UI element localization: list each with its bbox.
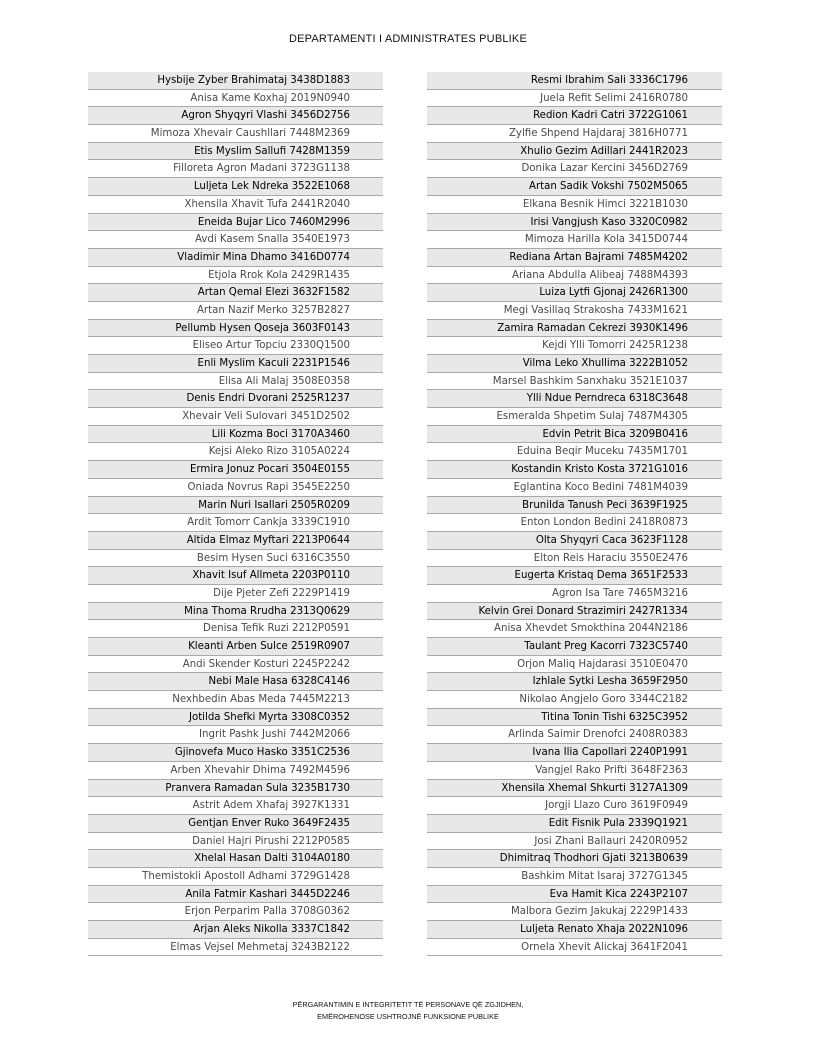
name-row: Altida Elmaz Myftari 2213P0644 [88, 532, 383, 550]
name-row: Etis Myslim Sallufi 7428M1359 [88, 143, 383, 161]
name-row: Anisa Xhevdet Smokthina 2044N2186 [427, 620, 722, 638]
name-row: Denis Endri Dvorani 2525R1237 [88, 390, 383, 408]
name-row: Esmeralda Shpetim Sulaj 7487M4305 [427, 408, 722, 426]
name-row: Elisa Ali Malaj 3508E0358 [88, 373, 383, 391]
name-row: Ornela Xhevit Alickaj 3641F2041 [427, 939, 722, 957]
name-row: Kejdi Ylli Tomorri 2425R1238 [427, 337, 722, 355]
name-row: Elton Reis Haraciu 3550E2476 [427, 550, 722, 568]
name-row: Dhimitraq Thodhori Gjati 3213B0639 [427, 850, 722, 868]
name-row: Ivana Ilia Capollari 2240P1991 [427, 744, 722, 762]
name-row: Irisi Vangjush Kaso 3320C0982 [427, 214, 722, 232]
name-row: Mimoza Xhevair Caushllari 7448M2369 [88, 125, 383, 143]
name-row: Avdi Kasem Snalla 3540E1973 [88, 231, 383, 249]
name-row: Enli Myslim Kaculi 2231P1546 [88, 355, 383, 373]
name-row: Hysbije Zyber Brahimataj 3438D1883 [88, 72, 383, 90]
name-row: Kleanti Arben Sulce 2519R0907 [88, 638, 383, 656]
name-row: Arjan Aleks Nikolla 3337C1842 [88, 921, 383, 939]
name-row: Daniel Hajri Pirushi 2212P0585 [88, 833, 383, 851]
name-row: Elmas Vejsel Mehmetaj 3243B2122 [88, 939, 383, 957]
name-row: Themistokli Apostoll Adhami 3729G1428 [88, 868, 383, 886]
name-row: Mimoza Harilla Kola 3415D0744 [427, 231, 722, 249]
name-row: Besim Hysen Suci 6316C3550 [88, 550, 383, 568]
name-row: Kostandin Kristo Kosta 3721G1016 [427, 461, 722, 479]
document-title: DEPARTAMENTI I ADMINISTRATES PUBLIKE [288, 33, 528, 45]
name-row: Olta Shyqyri Caca 3623F1128 [427, 532, 722, 550]
name-row: Erjon Perparim Palla 3708G0362 [88, 903, 383, 921]
footer-line-1: PËRGARANTIMIN E INTEGRITETIT TË PERSONAVE QË ZGJIDHEN, [292, 1000, 524, 1009]
name-row: Vladimir Mina Dhamo 3416D0774 [88, 249, 383, 267]
name-row: Ylli Ndue Perndreca 6318C3648 [427, 390, 722, 408]
name-row: Resmi Ibrahim Sali 3336C1796 [427, 72, 722, 90]
name-row: Eugerta Kristaq Dema 3651F2533 [427, 567, 722, 585]
name-row: Juela Refit Selimi 2416R0780 [427, 90, 722, 108]
name-row: Xhevair Veli Sulovari 3451D2502 [88, 408, 383, 426]
name-row: Anisa Kame Koxhaj 2019N0940 [88, 90, 383, 108]
name-row: Agron Isa Tare 7465M3216 [427, 585, 722, 603]
name-row: Vilma Leko Xhullima 3222B1052 [427, 355, 722, 373]
name-row: Marin Nuri Isallari 2505R0209 [88, 497, 383, 515]
name-row: Pellumb Hysen Qoseja 3603F0143 [88, 320, 383, 338]
name-row: Eneida Bujar Lico 7460M2996 [88, 214, 383, 232]
name-row: Artan Sadik Vokshi 7502M5065 [427, 178, 722, 196]
name-row: Eva Hamit Kica 2243P2107 [427, 886, 722, 904]
footer [0, 999, 816, 1023]
name-row: Donika Lazar Kercini 3456D2769 [427, 160, 722, 178]
name-row: Luljeta Lek Ndreka 3522E1068 [88, 178, 383, 196]
name-row: Xhensila Xhemal Shkurti 3127A1309 [427, 780, 722, 798]
name-row: Zylfie Shpend Hajdaraj 3816H0771 [427, 125, 722, 143]
name-row: Luiza Lytfi Gjonaj 2426R1300 [427, 284, 722, 302]
name-row: Filloreta Agron Madani 3723G1138 [88, 160, 383, 178]
name-row: Andi Skender Kosturi 2245P2242 [88, 656, 383, 674]
name-row: Redion Kadri Catri 3722G1061 [427, 107, 722, 125]
name-row: Dije Pjeter Zefi 2229P1419 [88, 585, 383, 603]
name-row: Arlinda Saimir Drenofci 2408R0383 [427, 726, 722, 744]
name-row: Brunilda Tanush Peci 3639F1925 [427, 497, 722, 515]
name-row: Kejsi Aleko Rizo 3105A0224 [88, 443, 383, 461]
name-row: Eliseo Artur Topciu 2330Q1500 [88, 337, 383, 355]
name-row: Agron Shyqyri Vlashi 3456D2756 [88, 107, 383, 125]
name-row: Artan Qemal Elezi 3632F1582 [88, 284, 383, 302]
name-row: Eduina Beqir Muceku 7435M1701 [427, 443, 722, 461]
name-row: Mina Thoma Rrudha 2313Q0629 [88, 603, 383, 621]
name-row: Bashkim Mitat Isaraj 3727G1345 [427, 868, 722, 886]
name-row: Xhulio Gezim Adillari 2441R2023 [427, 143, 722, 161]
name-row: Etjola Rrok Kola 2429R1435 [88, 267, 383, 285]
name-row: Edit Fisnik Pula 2339Q1921 [427, 815, 722, 833]
name-row: Lili Kozma Boci 3170A3460 [88, 426, 383, 444]
name-row: Gentjan Enver Ruko 3649F2435 [88, 815, 383, 833]
name-row: Rediana Artan Bajrami 7485M4202 [427, 249, 722, 267]
name-row: Josi Zhani Ballauri 2420R0952 [427, 833, 722, 851]
name-row: Titina Tonin Tishi 6325C3952 [427, 709, 722, 727]
name-row: Arben Xhevahir Dhima 7492M4596 [88, 762, 383, 780]
name-row: Nexhbedin Abas Meda 7445M2213 [88, 691, 383, 709]
name-row: Elkana Besnik Himci 3221B1030 [427, 196, 722, 214]
name-row: Enton London Bedini 2418R0873 [427, 514, 722, 532]
name-row: Anila Fatmir Kashari 3445D2246 [88, 886, 383, 904]
name-row: Ardit Tomorr Cankja 3339C1910 [88, 514, 383, 532]
name-row: Xhavit Isuf Allmeta 2203P0110 [88, 567, 383, 585]
name-row: Vangjel Rako Prifti 3648F2363 [427, 762, 722, 780]
name-row: Izhlale Sytki Lesha 3659F2950 [427, 673, 722, 691]
name-row: Nebi Male Hasa 6328C4146 [88, 673, 383, 691]
name-row: Edvin Petrit Bica 3209B0416 [427, 426, 722, 444]
name-row: Kelvin Grei Donard Strazimiri 2427R1334 [427, 603, 722, 621]
name-row: Orjon Maliq Hajdarasi 3510E0470 [427, 656, 722, 674]
name-row: Jotilda Shefki Myrta 3308C0352 [88, 709, 383, 727]
name-row: Ariana Abdulla Alibeaj 7488M4393 [427, 267, 722, 285]
name-row: Oniada Novrus Rapi 3545E2250 [88, 479, 383, 497]
name-row: Eglantina Koco Bedini 7481M4039 [427, 479, 722, 497]
name-row: Artan Nazif Merko 3257B2827 [88, 302, 383, 320]
name-row: Malbora Gezim Jakukaj 2229P1433 [427, 903, 722, 921]
name-row: Nikolao Angjelo Goro 3344C2182 [427, 691, 722, 709]
name-row: Denisa Tefik Ruzi 2212P0591 [88, 620, 383, 638]
name-row: Zamira Ramadan Cekrezi 3930K1496 [427, 320, 722, 338]
name-row: Pranvera Ramadan Sula 3235B1730 [88, 780, 383, 798]
name-row: Xhensila Xhavit Tufa 2441R2040 [88, 196, 383, 214]
name-row: Ingrit Pashk Jushi 7442M2066 [88, 726, 383, 744]
name-row: Gjinovefa Muco Hasko 3351C2536 [88, 744, 383, 762]
name-row: Xhelal Hasan Dalti 3104A0180 [88, 850, 383, 868]
name-row: Taulant Preg Kacorri 7323C5740 [427, 638, 722, 656]
left-name-column [88, 72, 383, 956]
name-row: Marsel Bashkim Sanxhaku 3521E1037 [427, 373, 722, 391]
name-row: Astrit Adem Xhafaj 3927K1331 [88, 797, 383, 815]
name-row: Megi Vasillaq Strakosha 7433M1621 [427, 302, 722, 320]
footer-line-2: EMËROHENOSE USHTROJNË FUNKSIONE PUBLIKE [317, 1012, 499, 1021]
name-row: Luljeta Renato Xhaja 2022N1096 [427, 921, 722, 939]
name-row: Ermira Jonuz Pocari 3504E0155 [88, 461, 383, 479]
right-name-column [427, 72, 722, 956]
name-row: Jorgji Llazo Curo 3619F0949 [427, 797, 722, 815]
